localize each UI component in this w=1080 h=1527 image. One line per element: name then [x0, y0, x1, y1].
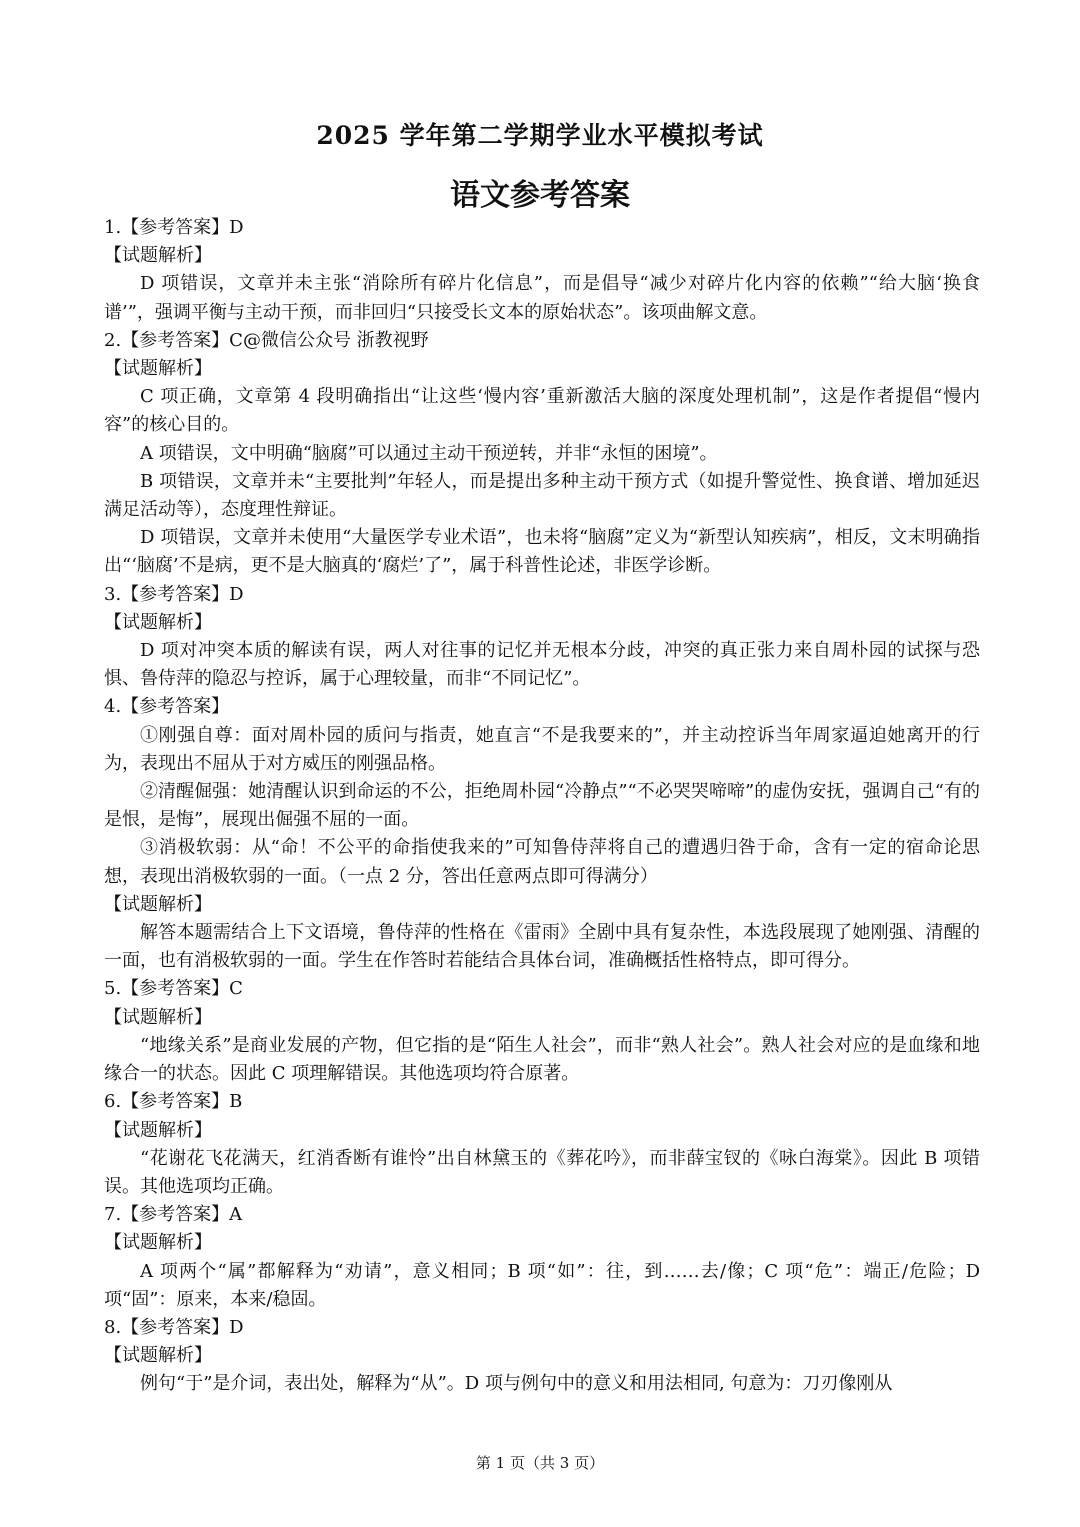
answer-line: 7.【参考答案】A: [104, 1204, 243, 1226]
analysis-label: 【试题解析】: [104, 1232, 212, 1254]
analysis-paragraph: 例句“于”是介词，表出处，解释为“从”。D 项与例句中的意义和用法相同, 句意为：刀刃像刚从: [140, 1373, 893, 1395]
analysis-label: 【试题解析】: [104, 245, 212, 267]
answer-line: 4.【参考答案】: [104, 696, 230, 718]
analysis-paragraph: A 项错误，文中明确“脑腐”可以通过主动干预逆转，并非“永恒的困境”。: [140, 442, 718, 464]
analysis-paragraph: 解答本题需结合上下文语境，鲁侍萍的性格在《雷雨》全剧中具有复杂性，本选段展现了她刚强、清醒的一面，也有消极软弱的一面。学生在作答时若能结合具体台词，准确概括性格特点，即可得分。: [104, 922, 980, 972]
analysis-paragraph: A 项两个“属”都解释为“劝请”，意义相同；B 项“如”：往，到……去/像；C 项“危”：端正/危险；D 项“固”：原来，本来/稳固。: [104, 1260, 980, 1310]
page-subtitle: 语文参考答案: [450, 178, 630, 213]
answer-line: 5.【参考答案】C: [104, 978, 243, 1000]
answer-content: [104, 214, 980, 1399]
analysis-label: 【试题解析】: [104, 358, 212, 380]
analysis-label: 【试题解析】: [104, 1119, 212, 1141]
answer-line: 2.【参考答案】C@微信公众号 浙教视野: [104, 329, 429, 351]
analysis-label: 【试题解析】: [104, 1345, 212, 1367]
page-title: 2025 学年第二学期学业水平模拟考试: [316, 121, 764, 150]
answer-paragraph: ③消极软弱：从“命！不公平的命指使我来的”可知鲁侍萍将自己的遭遇归咎于命，含有一定的宿命论思想，表现出消极软弱的一面。（一点 2 分，答出任意两点即可得满分）: [104, 837, 980, 887]
analysis-label: 【试题解析】: [104, 1006, 212, 1028]
answer-paragraph: ①刚强自尊：面对周朴园的质问与指责，她直言“不是我要来的”，并主动控诉当年周家逼迫她离开的行为，表现出不屈从于对方威压的刚强品格。: [104, 724, 980, 774]
analysis-paragraph: B 项错误，文章并未“主要批判”年轻人，而是提出多种主动干预方式（如提升警觉性、换食谱、增加延迟满足活动等），态度理性辩证。: [104, 470, 980, 521]
analysis-paragraph: D 项错误，文章并未使用“大量医学专业术语”，也未将“脑腐”定义为“新型认知疾病”，相反，文末明确指出“‘脑腐’不是病，更不是大脑真的‘腐烂’了”，属于科普性论述，非医学诊断。: [104, 527, 980, 577]
analysis-paragraph: D 项错误，文章并未主张“消除所有碎片化信息”，而是倡导“减少对碎片化内容的依赖”“给大脑‘换食谱’”，强调平衡与主动干预，而非回归“只接受长文本的原始状态”。该项曲解文意。: [104, 273, 980, 323]
analysis-label: 【试题解析】: [104, 893, 212, 915]
answer-line: 8.【参考答案】D: [104, 1316, 244, 1338]
analysis-paragraph: “地缘关系”是商业发展的产物，但它指的是“陌生人社会”，而非“熟人社会”。熟人社会对应的是血缘和地缘合一的状态。因此 C 项理解错误。其他选项均符合原著。: [104, 1034, 980, 1085]
page-footer: 第 1 页（共 3 页）: [475, 1454, 605, 1472]
answer-line: 3.【参考答案】D: [104, 583, 244, 605]
analysis-paragraph: “花谢花飞花满天，红消香断有谁怜”出自林黛玉的《葬花吟》，而非薛宝钗的《咏白海棠》。因此 B 项错误。其他选项均正确。: [104, 1147, 980, 1197]
analysis-label: 【试题解析】: [104, 611, 212, 633]
analysis-paragraph: C 项正确，文章第 4 段明确指出“让这些‘慢内容’重新激活大脑的深度处理机制”，这是作者提倡“慢内容”的核心目的。: [104, 386, 980, 436]
answer-line: 1.【参考答案】D: [104, 217, 244, 238]
analysis-paragraph: D 项对冲突本质的解读有误，两人对往事的记忆并无根本分歧，冲突的真正张力来自周朴园的试探与恐惧、鲁侍萍的隐忍与控诉，属于心理较量，而非“不同记忆”。: [104, 640, 980, 690]
answer-paragraph: ②清醒倔强：她清醒认识到命运的不公，拒绝周朴园“冷静点”“不必哭哭啼啼”的虚伪安抚，强调自己“有的是恨，是悔”，展现出倔强不屈的一面。: [104, 781, 980, 831]
answer-line: 6.【参考答案】B: [104, 1091, 243, 1113]
